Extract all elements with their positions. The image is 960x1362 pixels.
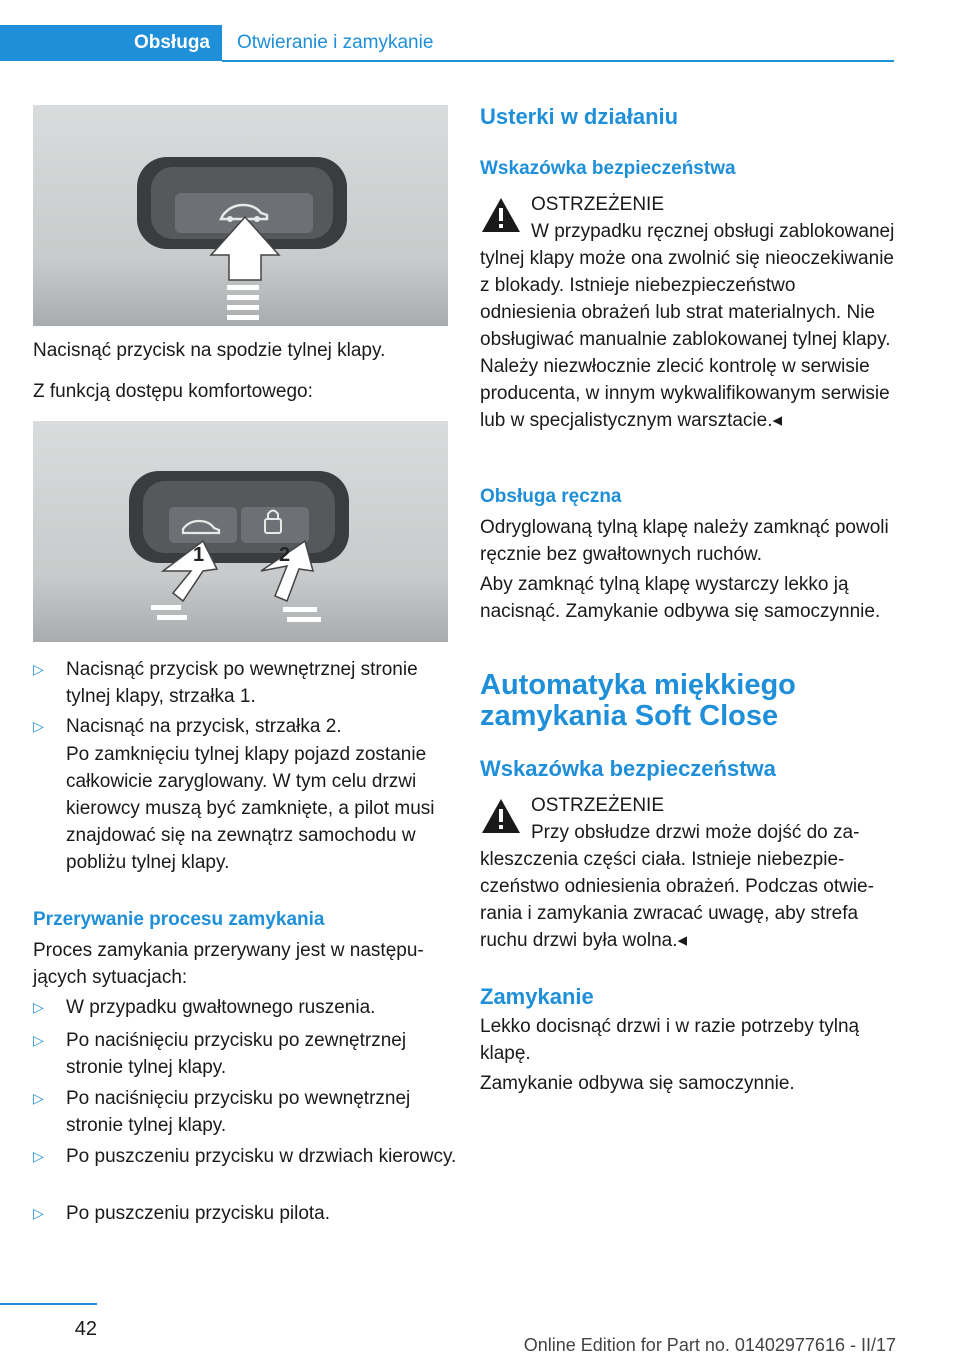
closing-note: Po zamknięciu tylnej klapy pojazd zostanie całkowicie zaryglowany. W tym celu drzwi kierowcy muszą być zamknięte, a pilot musi znajdować się na zewnątrz samochodu w pobliżu tylnej klapy.	[66, 744, 435, 873]
tailgate-two-buttons-figure	[33, 421, 448, 642]
manual-operation-heading: Obsługa ręczna	[480, 486, 622, 507]
header-breadcrumb: Otwieranie i zamykanie	[222, 25, 894, 61]
bullet-triangle-icon: ▷	[33, 718, 44, 734]
edition-footer: Online Edition for Part no. 01402977616 - II/17	[523, 1335, 896, 1355]
warning-1-label: OSTRZEŻENIE	[531, 194, 665, 215]
bullet-triangle-icon: ▷	[33, 1148, 44, 1164]
header-tab-section: Obsługa	[0, 25, 222, 61]
safety-heading-1: Wskazówka bezpieczeństwa	[480, 158, 736, 179]
list-item-text: W przypadku gwałtownego ruszenia.	[66, 997, 376, 1018]
figure1-caption: Nacisnąć przycisk na spodzie tylnej klapy.	[33, 340, 386, 361]
list-item-text: Po puszczeniu przycisku w drzwiach kierowcy.	[66, 1146, 457, 1167]
list-item-text: Po naciśnięciu przycisku po zewnętrznej stronie tylnej klapy.	[66, 1030, 407, 1078]
manual-text-2: Aby zamknąć tylną klapę wystarczy lekko ją nacisnąć. Zamykanie odbywa się samoczynnie.	[480, 574, 881, 622]
softclose-heading: Automatyka miękkiego zamykania Soft Close	[480, 669, 796, 732]
arrow-1-label: 1	[193, 544, 205, 566]
list-item-text: Po naciśnięciu przycisku po wewnętrznej stronie tylnej klapy.	[66, 1088, 411, 1136]
closing-text-2: Zamykanie odbywa się samoczynnie.	[480, 1073, 795, 1094]
list-item-text: Po puszczeniu przycisku pilota.	[66, 1203, 331, 1224]
closing-heading: Zamykanie	[480, 984, 594, 1009]
list-item-text: Nacisnąć na przycisk, strzałka 2.	[66, 716, 342, 737]
list-item-text: Nacisnąć przycisk po wewnętrznej stronie tylnej klapy, strzałka 1.	[66, 659, 418, 707]
warning-2-label: OSTRZEŻENIE	[531, 795, 665, 816]
warning-2-text: Przy obsłudze drzwi może dojść do zakleszczenia części ciała. Istnieje niebezpieczeństwo odniesienia obrażeń. Podczas otwierania i zamykania zwracać uwagę, aby strefa ruchu drzwi była wolna.◂	[480, 822, 874, 951]
bullet-triangle-icon: ▷	[33, 999, 44, 1015]
bullet-triangle-icon: ▷	[33, 1090, 44, 1106]
footer-rule	[0, 1303, 97, 1305]
page-number: 42	[74, 1318, 97, 1340]
comfort-access-label: Z funkcją dostępu komfortowego:	[33, 381, 313, 402]
bullet-triangle-icon: ▷	[33, 661, 44, 677]
interrupt-heading: Przerywanie procesu zamykania	[33, 909, 325, 930]
section-heading-faults: Usterki w działaniu	[480, 104, 679, 129]
bullet-triangle-icon: ▷	[33, 1032, 44, 1048]
warning-1-text: W przypadku ręcznej obsługi zablokowanej tylnej klapy może ona zwolnić się nieoczekiwanie z blokady. Istnieje niebezpieczeństwo odniesienia obrażeń lub strat materialnych. Nie obsługiwać manualnie zablokowanej tylnej klapy. Należy niezwłocznie zlecić kontrolę w serwisie producenta, w innym wykwalifikowanym serwisie lub w specjalistycznym warsztacie.◂	[480, 221, 895, 431]
closing-text-1: Lekko docisnąć drzwi i w razie potrzeby tylną klapę.	[480, 1016, 860, 1064]
safety-heading-2: Wskazówka bezpieczeństwa	[480, 756, 776, 781]
arrow-2-label: 2	[279, 544, 291, 566]
bullet-triangle-icon: ▷	[33, 1205, 44, 1221]
manual-text-1: Odryglowaną tylną klapę należy zamknąć powoli ręcznie bez gwałtownych ruchów.	[480, 517, 889, 565]
header-rule	[222, 60, 894, 62]
interrupt-text: Proces zamykania przerywany jest w następujących sytuacjach:	[33, 940, 424, 988]
tailgate-button-figure	[33, 105, 448, 326]
